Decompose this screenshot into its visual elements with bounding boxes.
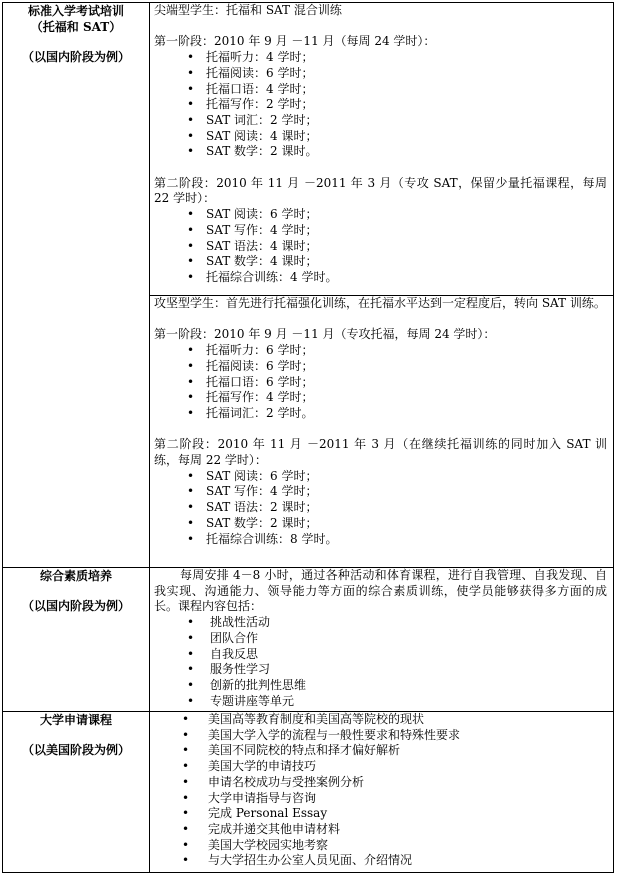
- list-item: • 托福口语：6 学时；: [154, 375, 607, 391]
- list-item: • SAT 词汇：2 学时；: [154, 113, 607, 129]
- phase-title: 第一阶段：2010 年 9 月 －11 月（专攻托福，每周 24 学时）：: [154, 327, 496, 342]
- phase-title: 第二阶段：2010 年 11 月 －2011 年 3 月（在继续托福训练的同时加入 SAT 训练，每周 22 学时）：: [154, 437, 607, 467]
- content-cell-quality-training: [150, 568, 614, 712]
- content-intro: 尖端型学生：托福和 SAT 混合训练: [154, 3, 342, 17]
- list-item: • SAT 阅读：6 学时；: [154, 207, 607, 223]
- list-item: • SAT 阅读：6 学时；: [154, 469, 607, 485]
- section-title-sub: （托福和 SAT）: [30, 20, 122, 34]
- section-title: 综合素质培养: [39, 569, 112, 583]
- section-note: （以国内阶段为例）: [21, 50, 130, 64]
- row-header-college-application: [3, 712, 150, 873]
- list-item: • 团队合作: [154, 631, 607, 647]
- table-row-quality-training: [3, 568, 614, 712]
- content-cell-college-application: [150, 712, 614, 873]
- row-header-standard-tests: [3, 3, 150, 568]
- list-item: • SAT 数学：2 课时。: [154, 144, 607, 160]
- list-item: • SAT 语法：2 课时；: [154, 500, 607, 516]
- list-item: • 美国大学校园实地考察: [154, 838, 607, 854]
- list-item: • 托福阅读：6 学时；: [154, 359, 607, 375]
- application-course-list: [154, 712, 607, 869]
- phase-list: [154, 343, 607, 422]
- row-header-quality-training: [3, 568, 150, 712]
- section-note: （以美国阶段为例）: [21, 743, 130, 757]
- list-item: • 托福听力：4 学时；: [154, 50, 607, 66]
- table-row-college-application: [3, 712, 614, 873]
- content-intro: 攻坚型学生：首先进行托福强化训练，在托福水平达到一定程度后，转向 SAT 训练。: [154, 296, 606, 310]
- list-item: • 托福词汇：2 学时。: [154, 406, 607, 422]
- curriculum-table: [2, 2, 614, 873]
- list-item: • 自我反思: [154, 647, 607, 663]
- course-content-list: [154, 615, 607, 709]
- section-note: （以国内阶段为例）: [21, 599, 130, 613]
- list-item: • 专题讲座等单元: [154, 694, 607, 710]
- list-item: • 美国不同院校的特点和择才偏好解析: [154, 743, 607, 759]
- list-item: • 托福写作：4 学时；: [154, 390, 607, 406]
- list-item: • 创新的批判性思维: [154, 678, 607, 694]
- list-item: • 与大学招生办公室人员见面、介绍情况: [154, 853, 607, 869]
- list-item: • 美国高等教育制度和美国高等院校的现状: [154, 712, 607, 728]
- list-item: • 托福阅读：6 学时；: [154, 66, 607, 82]
- list-item: • SAT 数学：4 课时；: [154, 254, 607, 270]
- content-intro: 每周安排 4－8 小时，通过各种活动和体育课程，进行自我管理、自我发现、自我实现、沟通能力、领导能力等方面的综合素质训练，使学员能够获得多方面的成长。课程内容包括：: [154, 568, 607, 614]
- section-title: 标准入学考试培训: [27, 4, 124, 18]
- phase-list: [154, 207, 607, 286]
- list-item: • 托福听力：6 学时；: [154, 343, 607, 359]
- phase-list: [154, 50, 607, 160]
- list-item: • 完成 Personal Essay: [154, 806, 607, 822]
- content-cell-advanced-students: [150, 3, 614, 296]
- phase-title: 第一阶段：2010 年 9 月 －11 月（每周 24 学时）：: [154, 34, 436, 49]
- list-item: • 服务性学习: [154, 662, 607, 678]
- list-item: • SAT 数学：2 课时；: [154, 516, 607, 532]
- list-item: • 完成并递交其他申请材料: [154, 822, 607, 838]
- list-item: • 美国大学入学的流程与一般性要求和特殊性要求: [154, 728, 607, 744]
- list-item: • 美国大学的申请技巧: [154, 759, 607, 775]
- list-item: • 挑战性活动: [154, 615, 607, 631]
- list-item: • 托福口语：4 学时；: [154, 82, 607, 98]
- list-item: • 大学申请指导与咨询: [154, 791, 607, 807]
- list-item: • 托福综合训练：4 学时。: [154, 270, 607, 286]
- section-title: 大学申请课程: [39, 713, 112, 727]
- list-item: • SAT 写作：4 学时；: [154, 484, 607, 500]
- list-item: • 申请名校成功与受挫案例分析: [154, 775, 607, 791]
- list-item: • 托福综合训练：8 学时。: [154, 532, 607, 548]
- list-item: • SAT 写作：4 学时；: [154, 223, 607, 239]
- list-item: • SAT 阅读：4 课时；: [154, 129, 607, 145]
- phase-list: [154, 469, 607, 548]
- content-cell-intensive-students: [150, 296, 614, 568]
- table-row-standard-tests-1: [3, 3, 614, 296]
- list-item: • 托福写作：2 学时；: [154, 97, 607, 113]
- phase-title: 第二阶段：2010 年 11 月 －2011 年 3 月（专攻 SAT，保留少量托福课程，每周 22 学时）：: [154, 175, 607, 206]
- list-item: • SAT 语法：4 课时；: [154, 239, 607, 255]
